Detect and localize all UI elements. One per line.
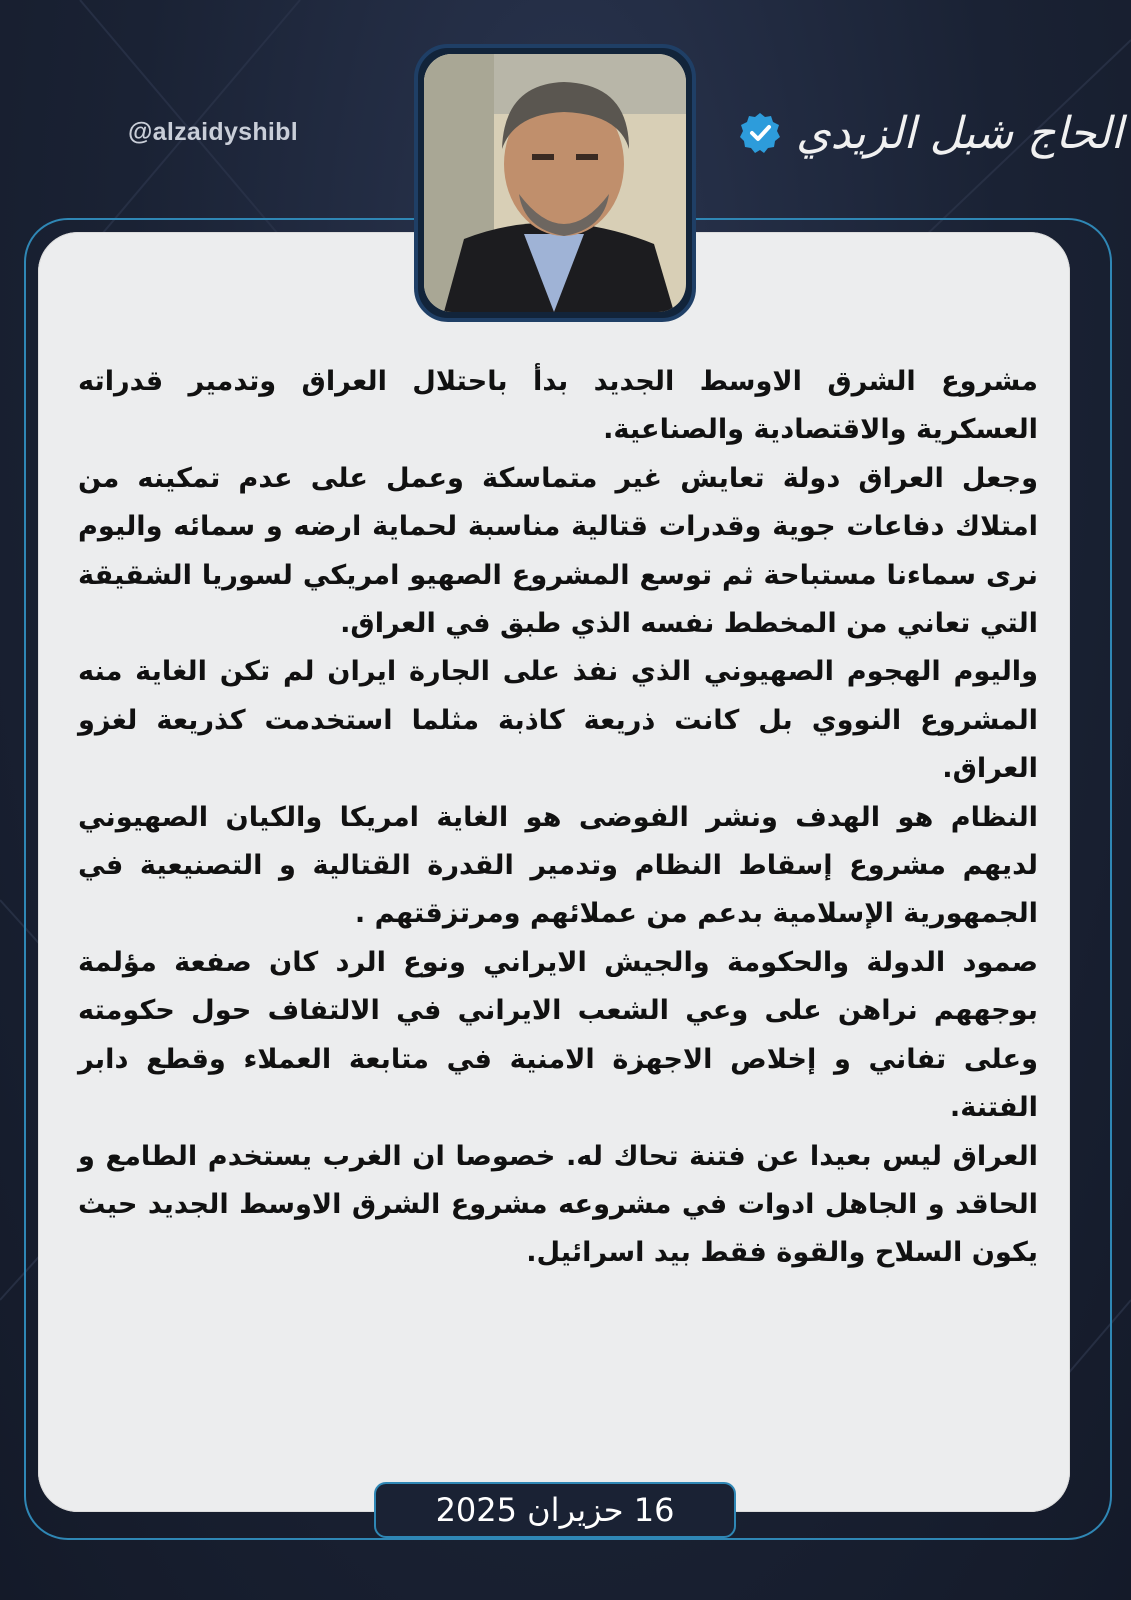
author-name: الحاج شبل الزيدي: [796, 107, 1123, 159]
author-header: [738, 88, 1123, 178]
paragraph: صمود الدولة والحكومة والجيش الايراني ونوع الرد كان صفعة مؤلمة بوجههم نراهن على وعي الشعب الايراني في الالتفاف حول حكومته وعلى تفاني و إخلاص الاجهزة الامنية في متابعة العملاء وقطع دابر الفتنة.: [78, 946, 1038, 1124]
twitter-handle: @alzaidyshibl: [128, 118, 298, 146]
post-body: [78, 358, 1038, 1278]
paragraph: وجعل العراق دولة تعايش غير متماسكة وعمل على عدم تمكينه من امتلاك دفاعات جوية وقدرات قتالية مناسبة لحماية ارضه و سمائه واليوم نرى سماءنا مستباحة ثم توسع المشروع الصهيو امريكي لسوريا الشقيقة التي تعاني من المخطط نفسه الذي طبق في العراق.: [78, 462, 1038, 640]
paragraph: مشروع الشرق الاوسط الجديد بدأ باحتلال العراق وتدمير قدراته العسكرية والاقتصادية والصناعية.: [78, 366, 1038, 446]
paragraph: العراق ليس بعيدا عن فتنة تحاك له. خصوصا ان الغرب يستخدم الطامع و الحاقد و الجاهل ادوات في مشروعه مشروع الشرق الاوسط الجديد حيث يكون السلاح والقوة فقط بيد اسرائيل.: [78, 1140, 1038, 1269]
verified-badge-icon: [738, 111, 782, 155]
author-photo: [414, 44, 696, 322]
paragraph: النظام هو الهدف ونشر الفوضى هو الغاية امريكا والكيان الصهيوني لديهم مشروع إسقاط النظام وتدمير القدرة القتالية و التصنيعية في الجمهورية الإسلامية بدعم من عملائهم ومرتزقتهم .: [78, 801, 1038, 930]
post-date: 16 حزيران 2025: [374, 1482, 736, 1538]
paragraph: واليوم الهجوم الصهيوني الذي نفذ على الجارة ايران لم تكن الغاية منه المشروع النووي بل كانت ذريعة كاذبة مثلما استخدمت كذريعة لغزو العراق.: [78, 656, 1038, 785]
portrait-image: [424, 54, 686, 312]
